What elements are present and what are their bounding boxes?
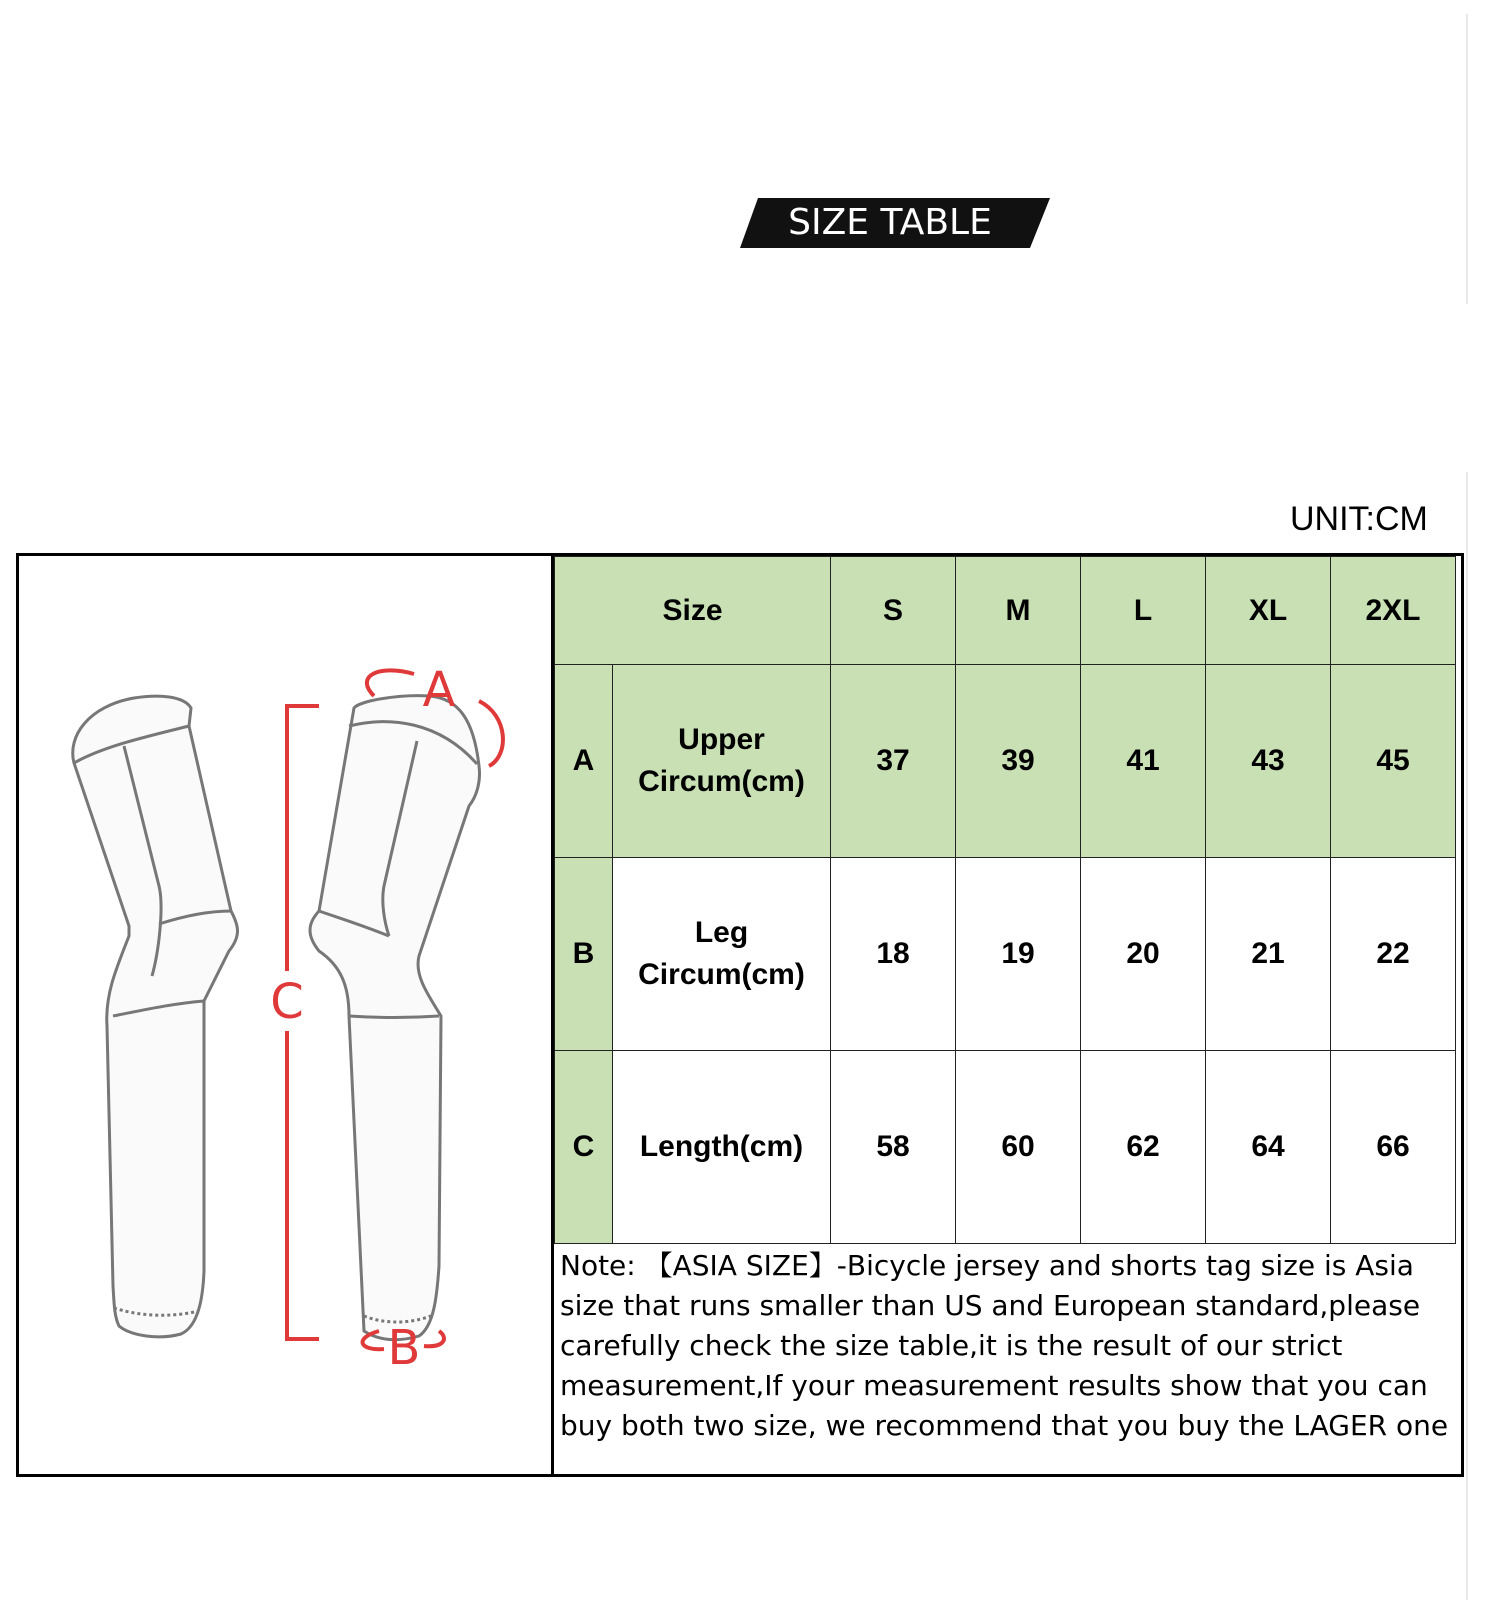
table-row <box>555 858 1456 1051</box>
cell-value: 64 <box>1206 1051 1331 1244</box>
cell-value: 60 <box>956 1051 1081 1244</box>
measure-b-label: B <box>387 1320 421 1376</box>
cell-value: 58 <box>831 1051 956 1244</box>
table-header-row <box>555 557 1456 665</box>
measure-c-label: C <box>270 974 304 1030</box>
cell-value: 41 <box>1081 665 1206 858</box>
header-size: Size <box>555 557 831 665</box>
right-sleeve-outline <box>310 696 480 1340</box>
right-edge-line <box>1466 472 1468 1600</box>
right-edge-line <box>1466 14 1468 304</box>
leg-sleeve-diagram <box>19 556 554 1474</box>
cell-value: 18 <box>831 858 956 1051</box>
cell-value: 37 <box>831 665 956 858</box>
cell-value: 45 <box>1331 665 1456 858</box>
cell-value: 22 <box>1331 858 1456 1051</box>
header-m: M <box>956 557 1081 665</box>
table-row <box>555 665 1456 858</box>
cell-value: 19 <box>956 858 1081 1051</box>
row-code: A <box>555 665 613 858</box>
header-xl: XL <box>1206 557 1331 665</box>
leg-sleeve-illustration <box>19 556 551 1474</box>
header-l: L <box>1081 557 1206 665</box>
row-code: B <box>555 858 613 1051</box>
cell-value: 39 <box>956 665 1081 858</box>
cell-value: 66 <box>1331 1051 1456 1244</box>
table-row <box>555 1051 1456 1244</box>
row-label: Upper Circum(cm) <box>613 665 831 858</box>
size-table <box>554 556 1456 1244</box>
size-chart-frame <box>16 553 1464 1477</box>
row-label: Leg Circum(cm) <box>613 858 831 1051</box>
row-label: Length(cm) <box>613 1051 831 1244</box>
size-table-banner <box>740 198 1050 248</box>
banner-title: SIZE TABLE <box>788 202 992 243</box>
cell-value: 21 <box>1206 858 1331 1051</box>
measure-a-label: A <box>422 662 456 718</box>
cell-value: 43 <box>1206 665 1331 858</box>
row-code: C <box>555 1051 613 1244</box>
cell-value: 20 <box>1081 858 1206 1051</box>
cell-value: 62 <box>1081 1051 1206 1244</box>
unit-label: UNIT:CM <box>1290 500 1428 538</box>
header-2xl: 2XL <box>1331 557 1456 665</box>
header-s: S <box>831 557 956 665</box>
left-sleeve-outline <box>73 696 238 1337</box>
size-note: Note: 【ASIA SIZE】-Bicycle jersey and shorts tag size is Asia size that runs smaller than US and European standard,please carefully check the size table,it is the result of our strict measurement,If your measurement results show that you can buy both two size, we recommend that you buy the LAGER one <box>560 1249 1449 1442</box>
